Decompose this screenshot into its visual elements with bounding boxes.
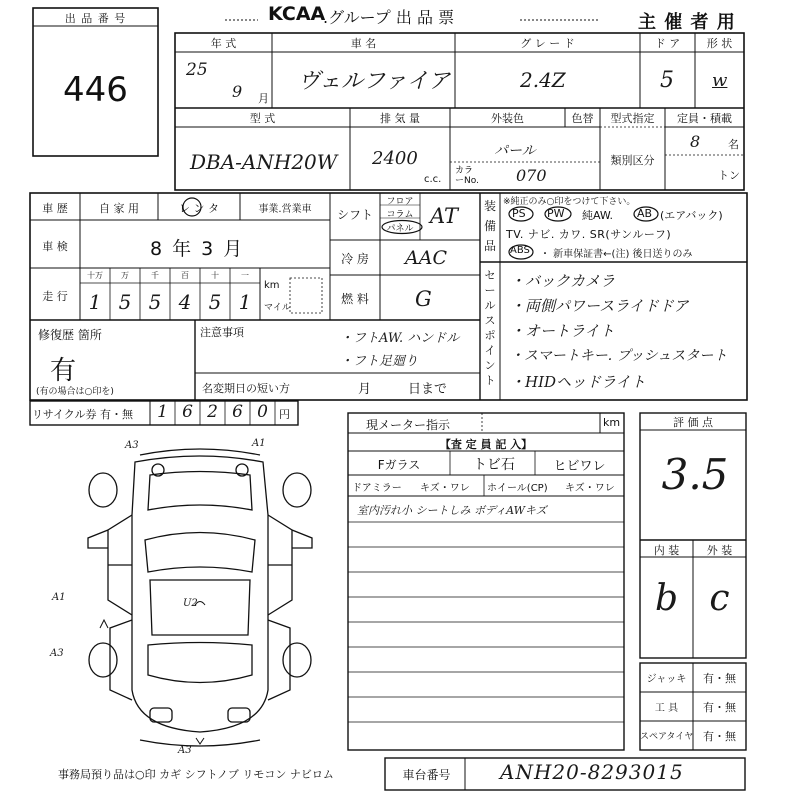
type-value: DBA-ANH20W [190, 150, 338, 174]
recycle-digit: 6 [232, 402, 243, 422]
capacity-value: 8 [690, 132, 701, 151]
recycle-digit: 1 [157, 402, 168, 422]
history-rental: レ ン タ [179, 202, 219, 215]
label-equipment: 装 備 品 [483, 199, 496, 253]
period-month: 月 [358, 382, 372, 397]
label-color-change: 色替 [571, 112, 594, 125]
label-inspection: 車 検 [42, 240, 68, 253]
recycle-digit: 6 [182, 402, 193, 422]
sheet-title: .グループ 出 品 票 [323, 8, 455, 27]
label-type-designation: 型式指定 [610, 112, 655, 125]
damage-mark: A1 [252, 438, 266, 449]
cc-unit: c.c. [424, 174, 442, 185]
inspection-value: 8 年 3 月 [150, 238, 245, 260]
displacement-value: 2400 [372, 148, 418, 169]
equip-line2: TV. ナビ. カワ. SR(サンルーフ) [506, 228, 672, 241]
tool-value: 有・無 [703, 701, 736, 714]
label-fuel: 燃 料 [341, 292, 369, 306]
mileage-digit: 1 [238, 290, 252, 314]
grade-value: 2.4Z [520, 68, 566, 92]
digit-header: 十万 [87, 271, 103, 280]
damage-mark: A1 [52, 592, 66, 603]
label-model: 車 名 [350, 37, 377, 50]
month-unit: 月 [258, 92, 269, 105]
tool-label: スペアタイヤ [640, 732, 694, 742]
label-wheel: ホイール(CP) [487, 483, 548, 494]
label-shift: シフト [336, 208, 373, 222]
lot-header: 出 品 番 号 [64, 12, 127, 25]
equip-ps: PS [512, 207, 526, 220]
period-day: 日まで [408, 382, 448, 397]
label-repair: 修復歴 箇所 [38, 328, 102, 342]
lot-number: 446 [63, 70, 128, 110]
wheel-value: キズ・ワレ [565, 483, 615, 494]
equip-warranty: ・ 新車保証書←(注) 後日送りのみ [540, 249, 693, 260]
year-value: 25 [186, 60, 208, 80]
digit-header: 一 [241, 271, 249, 280]
equip-aw: 純AW. [582, 209, 614, 222]
digit-header: 百 [181, 271, 189, 280]
color-no-label: カラーNo. [455, 166, 479, 186]
label-history: 車 歴 [42, 202, 68, 215]
repair-note: (有の場合は○印を) [36, 387, 114, 397]
recycle-digit: 2 [207, 402, 218, 422]
fuel-value: G [415, 287, 432, 311]
damage-mark: A3 [178, 745, 192, 756]
history-business: 事業.営業車 [258, 204, 312, 215]
label-glass: Fガラス [377, 458, 421, 472]
mile-label: マイル [264, 303, 291, 313]
label-displacement: 排 気 量 [380, 112, 420, 125]
label-type: 型 式 [249, 112, 276, 125]
label-exterior-color: 外装色 [491, 112, 524, 125]
equipment-note: ※純正のみ○印をつけて下さい。 [503, 197, 636, 207]
shift-panel: パネル [386, 224, 414, 234]
exterior-value: c [709, 578, 730, 619]
label-doors: ド ア [654, 37, 681, 50]
label-interior: 内 装 [653, 544, 680, 557]
damage-mark: A3 [50, 648, 64, 659]
caution-line: ・フト足廻り [340, 354, 419, 369]
label-grade: グ レ ー ド [520, 37, 575, 50]
tool-value: 有・無 [703, 730, 736, 743]
chassis-value: ANH20-8293015 [500, 760, 684, 784]
sales-point: ・HIDヘッドライト [510, 373, 646, 391]
meter-unit: km [603, 416, 621, 429]
label-year: 年 式 [210, 37, 237, 50]
inspector-header: 【査 定 員 記 入】 [439, 438, 533, 451]
label-mileage: 走 行 [42, 290, 68, 303]
sales-point: ・バックカメラ [510, 272, 616, 290]
label-class: 類別区分 [610, 154, 655, 167]
damage-mark: A3 [125, 440, 139, 451]
damage-mark: U2 [183, 598, 198, 609]
shape-value: w [712, 70, 728, 91]
sales-point: ・スマートキー. プッシュスタート [510, 348, 728, 364]
interior-value: b [654, 578, 679, 619]
label-rating: 評 価 点 [673, 416, 713, 429]
label-exterior: 外 装 [706, 544, 733, 557]
brand-logo: KCAA [268, 3, 326, 25]
equip-abs: ABS [510, 245, 530, 256]
month-value: 9 [232, 82, 243, 101]
digit-header: 十 [211, 271, 219, 280]
equip-airbag: (エアバック) [660, 209, 723, 222]
mileage-digit: 5 [148, 290, 162, 314]
tool-label: 工 具 [654, 703, 679, 714]
mileage-digit: 4 [178, 290, 192, 314]
mileage-digit: 1 [88, 290, 102, 314]
label-recycle: リサイクル券 有・無 [32, 408, 133, 421]
digit-header: 万 [121, 271, 129, 280]
label-caution: 注意事項 [200, 326, 244, 339]
label-chassis: 車台番号 [402, 768, 451, 782]
ton-unit: トン [718, 169, 740, 182]
digit-header: 千 [151, 271, 159, 280]
ac-value: AAC [405, 247, 447, 269]
label-capacity: 定員・積載 [677, 112, 732, 125]
footer-note: 事務局預り品は○印 カギ シフトノブ リモコン ナビロム [58, 768, 334, 781]
repair-value: 有 [50, 356, 77, 386]
organizer-copy-label: 主 催 者 用 [638, 12, 736, 33]
caution-line: ・フトAW. ハンドル [340, 331, 460, 346]
recycle-digit: 0 [257, 402, 268, 422]
label-sales-points: セールスポイント [484, 269, 496, 387]
mirror-value: キズ・ワレ [420, 483, 470, 494]
tool-label: ジャッキ [646, 674, 687, 685]
shift-value: AT [430, 204, 459, 228]
recycle-unit: 円 [279, 408, 290, 421]
equip-ab: AB [637, 207, 653, 220]
equip-pw: PW [547, 207, 565, 220]
capacity-unit: 名 [728, 138, 739, 151]
mileage-digit: 5 [208, 290, 222, 314]
shift-floor: フロア [386, 197, 414, 207]
doors-value: 5 [660, 68, 674, 93]
glass-value: トビ石 [473, 457, 515, 473]
color-value: パール [494, 143, 536, 159]
shift-column: コラム [386, 210, 414, 220]
rating-value: 3.5 [661, 450, 729, 499]
glass-extra: ヒビワレ [553, 459, 606, 474]
mileage-digit: 5 [118, 290, 132, 314]
car-diagram [88, 449, 312, 746]
label-period: 名変期日の短い方 [202, 382, 290, 395]
color-no-value: 070 [516, 166, 547, 185]
history-private: 自 家 用 [99, 202, 139, 215]
label-mirror: ドアミラー [352, 483, 402, 494]
inspection-note: 室内汚れ小 シートしみ ボディAWキズ [357, 504, 547, 517]
model-name: ヴェルファイア [298, 69, 451, 94]
sales-point: ・オートライト [510, 322, 615, 340]
label-ac: 冷 房 [341, 252, 369, 266]
tool-value: 有・無 [703, 672, 736, 685]
label-meter: 現メーター指示 [366, 418, 451, 432]
sales-point: ・両側パワースライドドア [510, 297, 689, 315]
label-shape: 形 状 [706, 37, 733, 50]
km-label: km [264, 280, 280, 291]
